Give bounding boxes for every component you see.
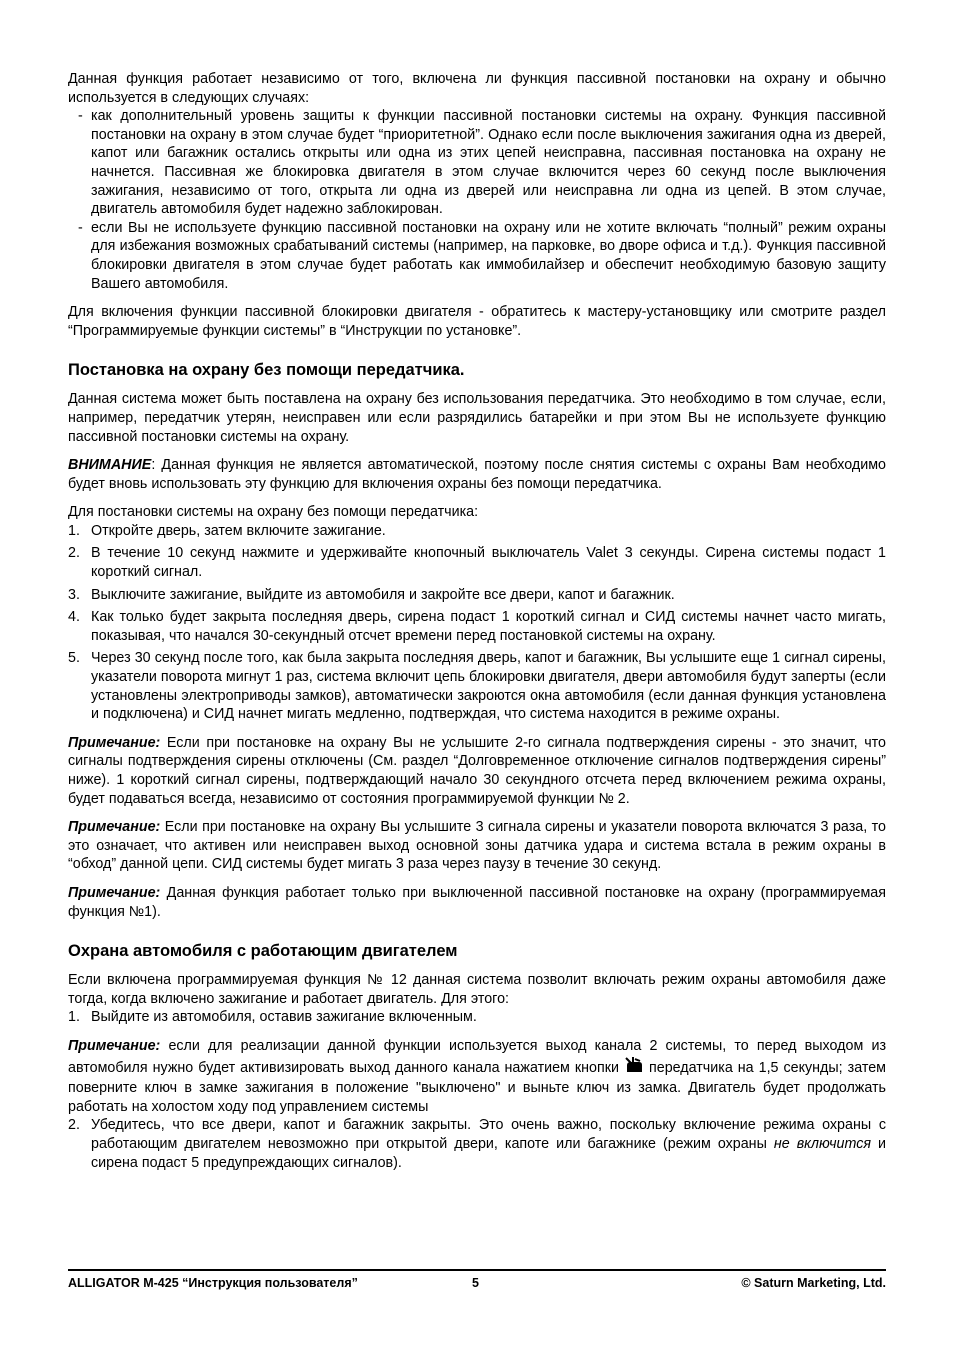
intro-paragraph: Данная функция работает независимо от того, включена ли функция пассивной постановки на охрану и обычно используется в следующих случаях: [68,71,886,106]
note-label: Примечание: [68,884,161,901]
step-number: 1. [68,522,80,539]
step-number: 2. [68,1117,80,1134]
step-text: Выключите зажигание, выйдите из автомобиля и закройте все двери, капот и багажник. [91,586,675,603]
note-text: Если при постановке на охрану Вы не услышите 2-го сигнала подтверждения сирены - это значит, что сигналы подтверждения сирены отключены (См. раздел “Долговременное отключение сигналов подтверждения сирены” ниже). 1 короткий сигнал сирены, подтверждающий начало 30 секундного отсчета перед включением режима охраны, будет подаваться всегда, независимо от состояния программируемой функции № 2. [68,734,886,807]
note-1 [68,734,886,808]
intro-bullet-2 [68,219,886,293]
step-text [91,1116,886,1172]
step-number: 3. [68,586,80,603]
step-text-b: и сирена подаст 5 предупреждающих сигналов). [91,1135,886,1171]
warning-text: : Данная функция не является автоматической, поэтому после снятия системы с охраны Вам необходимо будет вновь использовать эту функцию для включения охраны без помощи передатчика. [68,457,886,492]
step-5 [68,649,886,723]
note-text-part2: передатчика на 1,5 секунды; затем поверните ключ в замке зажигания в положение "выключено" и выньте ключ из замка. Двигатель будет продолжать работать на холостом ходу под управлением системы [68,1059,887,1115]
step-4 [68,608,886,645]
step-2 [68,544,886,581]
note-text-part1: если для реализации данной функции используется выход канала 2 системы, то перед выходом из автомобиля нужно будет активизировать выход данного канала нажатием кнопки [68,1037,886,1076]
step-number: 5. [68,650,80,667]
note-label: Примечание: [68,1037,161,1054]
note-2 [68,818,886,874]
note-text: Данная функция работает только при выключенной пассивной постановке на охрану (программируемая функция №1). [68,884,886,920]
step-number: 2. [68,545,80,562]
page-content [68,70,886,1172]
section2-step-2 [68,1116,886,1172]
step-number: 4. [68,609,80,626]
step-number: 1. [68,1009,80,1026]
step-text: Как только будет закрыта последняя дверь, сирена подаст 1 короткий сигнал и СИД системы начнет часто мигать, показывая, что начался 30-секундный отсчет времени перед постановкой системы на охрану. [91,609,886,644]
step-text-italic: не включится [773,1135,871,1152]
intro-bullet-1 [68,107,886,219]
bullet-text: как дополнительный уровень защиты к функции пассивной постановки системы на охрану. Функция пассивной постановки на охрану в этом случае будет “приоритетной”. Однако если после выключения зажигания одна из дверей, капот или багажник остались открыты или одна из этих цепей неисправна, пассивная постановка на охрану не начнется. Пассивная же блокировка двигателя в этом случае включится через 60 секунд после выключения зажигания, независимо от того, открыта ли одна из дверей или неисправна ли одна из цепей. В этом случае, двигатель автомобиля будет надежно заблокирован. [91,108,886,218]
bullet-marker: - [78,108,83,125]
transmitter-button-icon [624,1056,644,1080]
warning-label: ВНИМАНИЕ [68,457,152,474]
step-text: Откройте дверь, затем включите зажигание. [91,522,386,539]
step-text: Через 30 секунд после того, как была закрыта последняя дверь, капот и багажник, Вы услышите еще 1 сигнал сирены, указатели поворота мигнут 1 раз, система включит цепь блокировки двигателя, двери автомобиля будут заперты (если установлены электроприводы замков), автоматически закроются окна автомобиля (если данная функция установлена и подключена) и СИД начнет мигать медленно, подтверждая, что система находится в режиме охраны. [91,650,886,723]
footer-document-title: ALLIGATOR M-425 “Инструкция пользователя” [68,1276,358,1290]
note-label: Примечание: [68,819,161,836]
footer-copyright: © Saturn Marketing, Ltd. [741,1276,886,1290]
section1-paragraph: Данная система может быть поставлена на охрану без использования передатчика. Это необходимо в том случае, если, например, передатчик утерян, неисправен или если разрядились батарейки и при этом Вы не используете функцию пассивной постановки системы на охрану. [68,391,886,445]
bullet-text: если Вы не используете функцию пассивной постановки на охрану или не хотите включать “полный” режим охраны для избежания возможных срабатываний системы (например, на парковке, во дворе офиса и т.д.). Функция пассивной блокировки двигателя в этом случае будет работать как иммобилайзер и обеспечит необходимую базовую защиту Вашего автомобиля. [91,219,886,292]
footer-divider [68,1269,886,1271]
note-3 [68,884,886,921]
step-text: Выйдите из автомобиля, оставив зажигание включенным. [91,1009,477,1026]
note-text: Если при постановке на охрану Вы услышите 3 сигнала сирены и указатели поворота включатся 3 раза, то это означает, что активен или неисправен выход основной зоны датчика удара и система встала в режим охраны в “обход” данной цепи. СИД системы будет мигать 3 раза через паузу в течение 30 секунд. [68,819,886,873]
bullet-marker: - [78,219,83,236]
step-text: В течение 10 секунд нажмите и удерживайте кнопочный выключатель Valet 3 секунды. Сирена системы подаст 1 короткий сигнал. [91,545,886,581]
section2-paragraph: Если включена программируемая функция № 12 данная система позволит включать режим охраны автомобиля даже тогда, когда включено зажигание и работает двигатель. Для этого: [68,972,886,1007]
note-label: Примечание: [68,734,161,751]
section2-note [68,1037,886,1116]
section1-instructions-intro: Для постановки системы на охрану без помощи передатчика: [68,504,479,521]
warning-paragraph [68,456,886,493]
section2-step-1 [68,1008,886,1027]
section-heading-arming-without-transmitter: Постановка на охрану без помощи передатчика. [68,361,465,380]
section-heading-running-engine: Охрана автомобиля с работающим двигателем [68,942,458,961]
intro-closing: Для включения функции пассивной блокировки двигателя - обратитесь к мастеру-установщику или смотрите раздел “Программируемые функции системы” в “Инструкции по установке”. [68,304,886,339]
step-3 [68,586,886,605]
footer-page-number: 5 [472,1276,479,1290]
step-text-a: Убедитесь, что все двери, капот и багажник закрыты. Это очень важно, поскольку включение режима охраны с работающим двигателем невозможно при открытой двери, капоте или багажнике (режим охраны [91,1117,886,1152]
step-1 [68,522,886,541]
